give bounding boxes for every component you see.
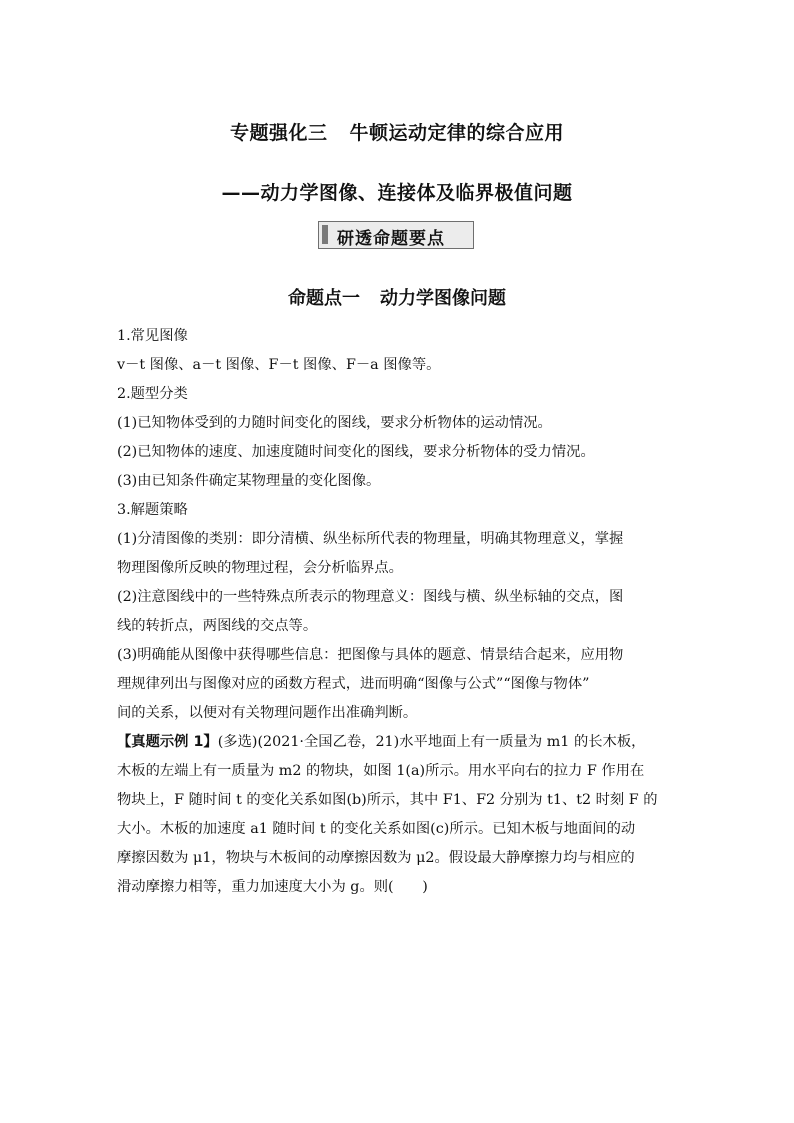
example-line-4: 大小。木板的加速度 a1 随时间 t 的变化关系如图(c)所示。已知木板与地面间的动	[117, 821, 636, 837]
topic-heading	[0, 284, 794, 310]
section-3-p2-line-1: (2)注意图线中的一些特殊点所表示的物理意义：图线与横、纵坐标轴的交点，图	[117, 589, 624, 605]
example-text-1: (多选)(2021·全国乙卷，21)水平地面上有一质量为 m1 的长木板，	[217, 734, 646, 750]
body-content	[117, 322, 679, 902]
section-1-heading: 1.常见图像	[117, 328, 188, 344]
section-3-p3-line-3: 间的关系，以便对有关物理问题作出准确判断。	[117, 705, 418, 721]
section-banner-label: 研透命题要点	[337, 229, 445, 249]
title-part-1: 专题强化三	[229, 122, 328, 144]
section-3-p2-line-2: 线的转折点，两图线的交点等。	[117, 618, 318, 634]
section-3-heading: 3.解题策略	[117, 502, 188, 518]
page-title	[0, 118, 794, 145]
example-line-2: 木板的左端上有一质量为 m2 的物块，如图 1(a)所示。用水平向右的拉力 F 作用在	[117, 763, 645, 779]
section-3-p1-line-1: (1)分清图像的类别：即分清横、纵坐标所代表的物理量，明确其物理意义，掌握	[117, 531, 624, 547]
section-2-item-3: (3)由已知条件确定某物理量的变化图像。	[117, 473, 381, 489]
title-part-2: 牛顿运动定律的综合应用	[349, 122, 565, 144]
section-2-heading: 2.题型分类	[117, 386, 188, 402]
section-2-item-2: (2)已知物体的速度、加速度随时间变化的图线，要求分析物体的受力情况。	[117, 444, 595, 460]
example-label: 【真题示例 1】	[117, 734, 218, 750]
section-3-p3-line-1: (3)明确能从图像中获得哪些信息：把图像与具体的题意、情景结合起来，应用物	[117, 647, 624, 663]
section-3-p3-line-2: 理规律列出与图像对应的函数方程式，进而明确“图像与公式”“图像与物体”	[117, 676, 590, 692]
example-line-5: 摩擦因数为 μ1，物块与木板间的动摩擦因数为 μ2。假设最大静摩擦力均与相应的	[117, 850, 635, 866]
example-line-1	[117, 728, 679, 757]
section-banner	[318, 221, 474, 249]
section-3-p1-line-2: 物理图像所反映的物理过程，会分析临界点。	[117, 560, 403, 576]
example-line-3: 物块上，F 随时间 t 的变化关系如图(b)所示，其中 F1、F2 分别为 t1、t2 时刻 F 的	[117, 792, 658, 808]
topic-title: 动力学图像问题	[380, 288, 506, 309]
section-2-item-1: (1)已知物体受到的力随时间变化的图线，要求分析物体的运动情况。	[117, 415, 552, 431]
example-line-6: 滑动摩擦力相等，重力加速度大小为 g。则( )	[117, 879, 428, 895]
page-subtitle: ——动力学图像、连接体及临界极值问题	[221, 182, 573, 204]
banner-bar-icon	[322, 225, 328, 244]
section-1-text: v－t 图像、a－t 图像、F－t 图像、F－a 图像等。	[117, 357, 441, 373]
topic-number: 命题点一	[288, 288, 360, 309]
